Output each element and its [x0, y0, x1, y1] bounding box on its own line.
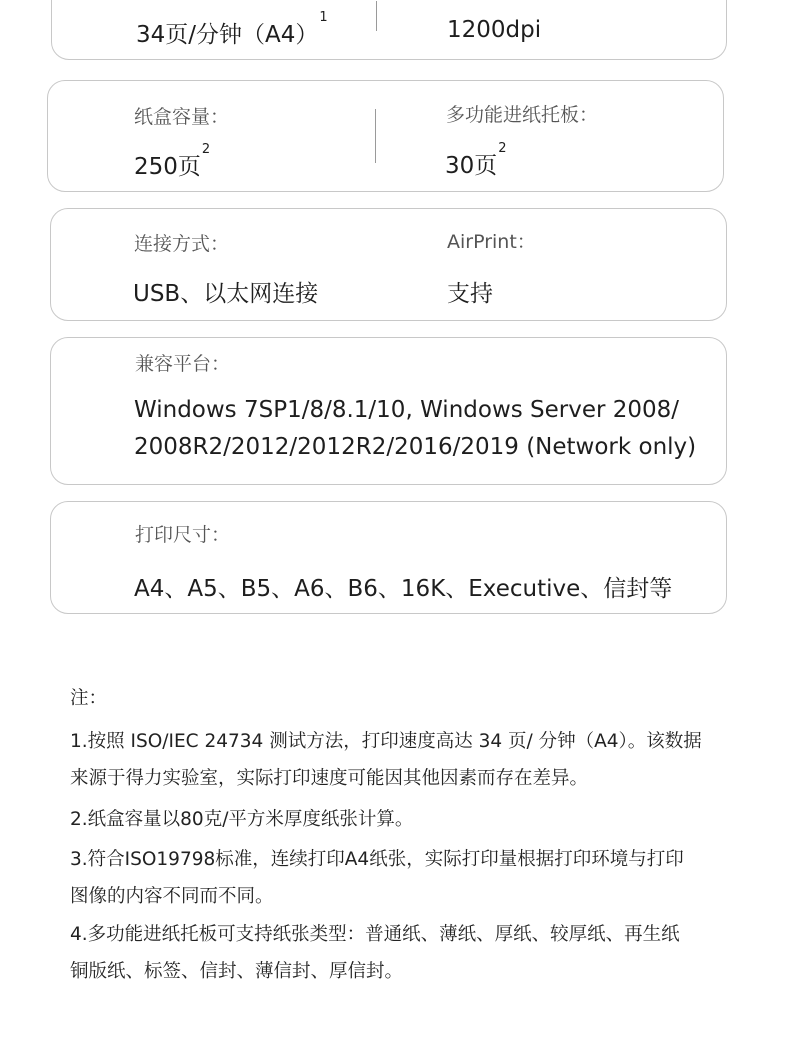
footnote-marker: 2: [498, 141, 507, 156]
platform-value-line-2: 2008R2/2012/2012R2/2016/2019 (Network only): [134, 434, 697, 460]
connection-label: 连接方式：: [134, 233, 230, 255]
footnote-marker: 1: [319, 10, 328, 25]
card-divider: [376, 1, 377, 31]
note-line: 1.按照 ISO/IEC 24734 测试方法，打印速度高达 34 页/ 分钟（A4）。该数据: [70, 731, 702, 752]
card-divider: [375, 109, 376, 163]
spec-card-platform: [50, 337, 727, 485]
note-line: 3.符合ISO19798标准，连续打印A4纸张，实际打印量根据打印环境与打印: [70, 849, 684, 870]
multi-tray-label: 多功能进纸托板：: [446, 104, 599, 126]
note-line: 铜版纸、标签、信封、薄信封、厚信封。: [70, 961, 404, 982]
platform-value-line-1: Windows 7SP1/8/8.1/10, Windows Server 2008/: [134, 397, 680, 423]
print-speed-value: 34页/分钟$(A4)^1$: [136, 10, 328, 48]
note-line: 来源于得力实验室，实际打印速度可能因其他因素而存在差异。: [70, 768, 589, 789]
footnote-marker: 2: [201, 142, 211, 157]
note-line: 4.多功能进纸托板可支持纸张类型：普通纸、薄纸、厚纸、较厚纸、再生纸: [70, 924, 680, 945]
platform-label: 兼容平台：: [135, 353, 231, 375]
tray-capacity-value: 250页$^2$: [134, 142, 211, 180]
tray-capacity-label: 纸盒容量：: [134, 106, 230, 128]
connection-value: USB、以太网连接: [133, 281, 319, 307]
spec-card-paper-size: [50, 501, 727, 614]
note-line: 图像的内容不同而不同。: [70, 886, 274, 907]
notes-title: 注：: [70, 688, 108, 709]
spec-card-speed-resolution: [51, 0, 727, 60]
paper-size-value: A4、A5、B5、A6、B6、16K、Executive、信封等: [134, 576, 673, 602]
paper-size-label: 打印尺寸：: [135, 524, 231, 546]
airprint-value: 支持: [447, 281, 493, 307]
spec-card-capacity: [47, 80, 724, 192]
airprint-label: AirPrint：: [447, 231, 536, 253]
multi-tray-value: 30页$^2$: [445, 141, 507, 179]
resolution-value: 1200dpi: [447, 17, 542, 43]
spec-card-connection: [50, 208, 727, 321]
note-line: 2.纸盒容量以80克/平方米厚度纸张计算。: [70, 809, 414, 830]
